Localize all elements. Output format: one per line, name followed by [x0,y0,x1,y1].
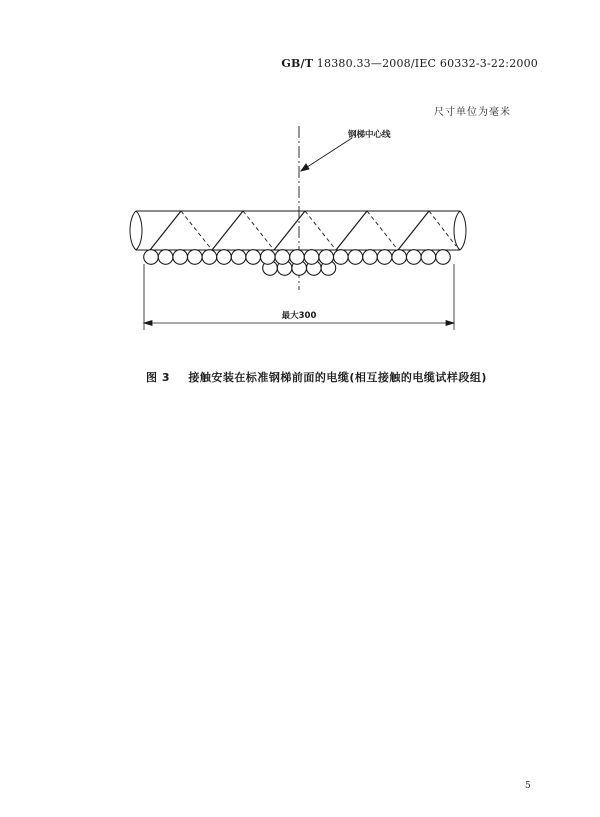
standard-code: GB/T [281,57,314,70]
cable-top-row [246,250,261,265]
page-number: 5 [525,781,531,791]
figure-number: 图 3 [146,371,170,384]
dimension-label: 最大300 [281,311,317,321]
cable-top-row [377,250,392,265]
cable-top-row [231,250,246,265]
centerline-label: 钢梯中心线 [348,130,391,140]
cable-top-row [363,250,378,265]
cable-top-row [275,250,290,265]
figure-title: 接触安装在标准钢梯前面的电缆(相互接触的电缆试样段组) [188,371,487,384]
ladder-rung [130,211,466,250]
cable-top-row [348,250,363,265]
standard-number: 18380.33—2008/IEC 60332-3-22:2000 [316,57,538,70]
cable-top-row [217,250,232,265]
cable-top-row [304,250,319,265]
cable-top-row [407,250,422,265]
cable-top-row [421,250,436,265]
figure-cable-ladder-diagram [0,0,600,360]
centerline-leader [301,138,352,171]
cable-top-row [392,250,407,265]
helical-wrap-front [150,211,429,250]
cable-top-row [334,250,349,265]
cable-top-row [319,250,334,265]
cable-top-row [158,250,173,265]
cable-top-row [173,250,188,265]
helical-wrap-back [181,211,456,250]
cable-top-row [261,250,276,265]
cable-top-row [290,250,305,265]
cable-top-row [188,250,203,265]
cable-top-row [144,250,159,265]
cable-top-row [202,250,217,265]
figure-caption [146,369,487,385]
cable-top-row [436,250,451,265]
unit-note: 尺寸单位为毫米 [434,107,511,118]
cable-group [144,250,451,276]
